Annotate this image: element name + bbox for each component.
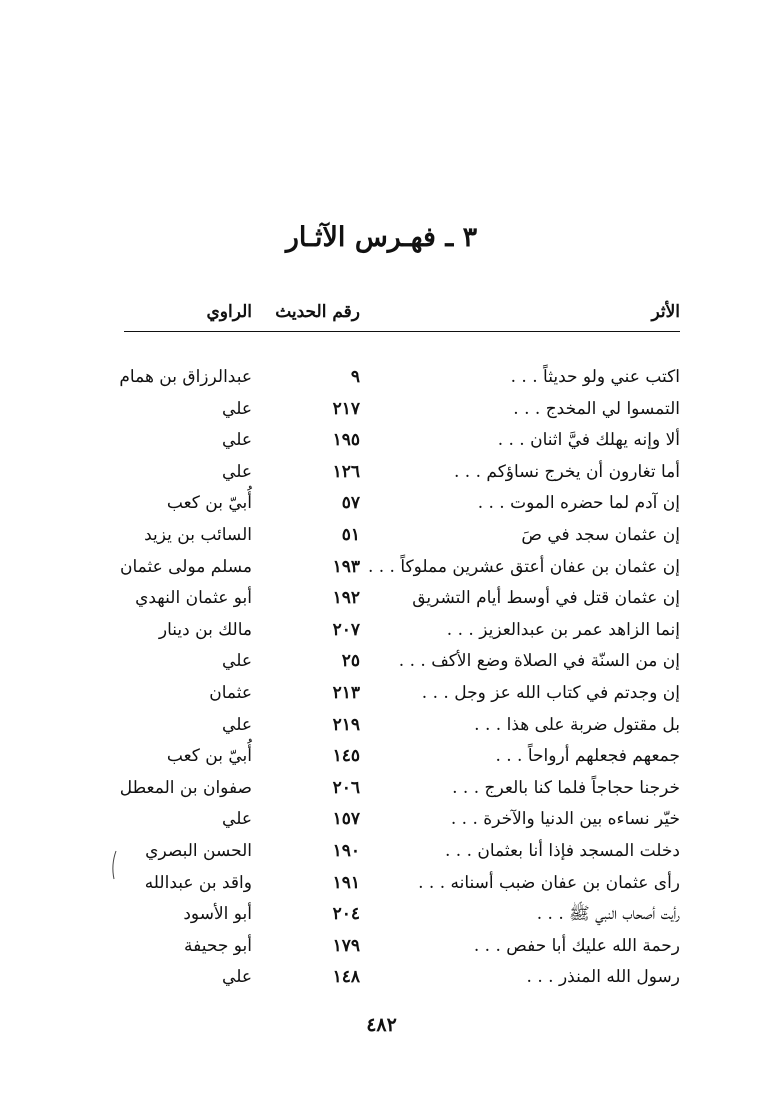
narrator-name: واقد بن عبدالله: [144, 872, 252, 893]
hadith-number: ٥١: [341, 524, 360, 545]
table-row: [124, 678, 680, 710]
header-rawi: الراوي: [206, 302, 252, 322]
page-title: ٣ ـ فهـرس الآثـار: [285, 222, 478, 253]
table-row: [124, 520, 680, 552]
hadith-number: ٩: [350, 367, 360, 387]
hadith-number: ٢٥: [341, 651, 360, 672]
narrator-name: أُبيّ بن كعب: [166, 493, 252, 514]
table-row: [124, 868, 680, 900]
hadith-number: ٢٠٤: [332, 904, 360, 925]
table-row: [119, 552, 680, 584]
table-row: [124, 804, 680, 836]
table-row: [119, 362, 680, 394]
narrator-name: صفوان بن المعطل: [119, 777, 252, 798]
hadith-number: ٢٠٦: [332, 777, 360, 798]
narrator-name: أبو الأسود: [183, 904, 252, 925]
hadith-number: ١٩٠: [332, 840, 360, 861]
athar-text: إن عثمان قتل في أوسط أيام التشريق: [412, 588, 680, 609]
narrator-name: مالك بن دينار: [158, 619, 252, 640]
hadith-number: ١٤٨: [332, 967, 360, 988]
hadith-number: ١٤٥: [332, 746, 360, 767]
hadith-number: ١٥٧: [332, 809, 360, 830]
page-number: ٤٨٢: [366, 1014, 397, 1036]
athar-text: بل مقتول ضربة على هذا . . .: [474, 714, 680, 735]
narrator-name: عبدالرزاق بن همام: [119, 367, 252, 387]
athar-text: ألا وإنه يهلك فيَّ اثنان . . .: [497, 430, 680, 451]
header-athar: الأثر: [651, 302, 680, 322]
athar-text: إن عثمان سجد في صَ: [521, 524, 680, 545]
hadith-number: ٥٧: [341, 493, 360, 514]
narrator-name: علي: [222, 651, 252, 672]
table-row: [124, 741, 680, 773]
margin-pencil-mark: [110, 850, 118, 880]
athar-text: إنما الزاهد عمر بن عبدالعزيز . . .: [446, 619, 680, 640]
header-number: رقم الحديث: [275, 302, 360, 322]
athar-text: التمسوا لي المخدج . . .: [513, 398, 680, 419]
narrator-name: علي: [222, 430, 252, 451]
narrator-name: علي: [222, 461, 252, 482]
table-row: [119, 773, 680, 805]
table-row: [124, 899, 680, 931]
narrator-name: مسلم مولى عثمان: [119, 556, 252, 577]
athar-text: أما تغارون أن يخرج نساؤكم . . .: [453, 461, 680, 482]
table-row: [124, 931, 680, 963]
hadith-number: ١٩٣: [332, 556, 360, 577]
hadith-number: ١٧٩: [332, 935, 360, 956]
athar-text: رسول الله المنذر . . .: [526, 967, 680, 988]
hadith-number: ١٩٢: [332, 588, 360, 609]
hadith-number: ٢١٣: [332, 682, 360, 703]
athar-text: إن آدم لما حضره الموت . . .: [477, 493, 680, 514]
athar-text: اكتب عني ولو حديثاً . . .: [510, 367, 680, 387]
table-row: [124, 488, 680, 520]
narrator-name: علي: [222, 714, 252, 735]
hadith-number: ٢٠٧: [332, 619, 360, 640]
athar-text: رحمة الله عليك أبا حفص . . .: [473, 935, 680, 956]
table-row: [124, 710, 680, 742]
table-header: [124, 302, 680, 332]
hadith-number: ١٢٦: [332, 461, 360, 482]
table-row: [124, 962, 680, 994]
narrator-name: أُبيّ بن كعب: [166, 746, 252, 767]
table-row: [124, 836, 680, 868]
table-row: [124, 425, 680, 457]
athar-text: خيّر نساءه بين الدنيا والآخرة . . .: [450, 809, 680, 830]
athar-text: دخلت المسجد فإذا أنا بعثمان . . .: [444, 840, 680, 861]
table-row: [124, 646, 680, 678]
athar-text: خرجنا حجاجاً فلما كنا بالعرج . . .: [452, 777, 680, 798]
narrator-name: الحسن البصري: [145, 840, 252, 861]
athar-text: إن من السنّة في الصلاة وضع الأكف . . .: [398, 651, 680, 672]
narrator-name: علي: [222, 398, 252, 419]
header-divider: [124, 331, 680, 332]
table-row: [124, 457, 680, 489]
hadith-number: ٢١٩: [332, 714, 360, 735]
athar-text: رأى عثمان بن عفان ضبب أسنانه . . .: [418, 872, 680, 893]
index-table: [119, 362, 680, 994]
narrator-name: أبو جحيفة: [184, 935, 252, 956]
athar-text: إن وجدتم في كتاب الله عز وجل . . .: [421, 682, 680, 703]
athar-text: رأيت أصحاب النبي ﷺ . . .: [536, 904, 680, 925]
table-row: [124, 615, 680, 647]
narrator-name: أبو عثمان النهدي: [135, 588, 252, 609]
hadith-number: ١٩١: [332, 872, 360, 893]
narrator-name: السائب بن يزيد: [144, 524, 252, 545]
table-row: [124, 583, 680, 615]
narrator-name: علي: [222, 809, 252, 830]
narrator-name: عثمان: [209, 682, 252, 703]
hadith-number: ١٩٥: [332, 430, 360, 451]
table-row: [124, 394, 680, 426]
athar-text: جمعهم فجعلهم أرواحاً . . .: [495, 746, 680, 767]
hadith-number: ٢١٧: [332, 398, 360, 419]
narrator-name: علي: [222, 967, 252, 988]
athar-text: إن عثمان بن عفان أعتق عشرين مملوكاً . . .: [367, 556, 680, 577]
